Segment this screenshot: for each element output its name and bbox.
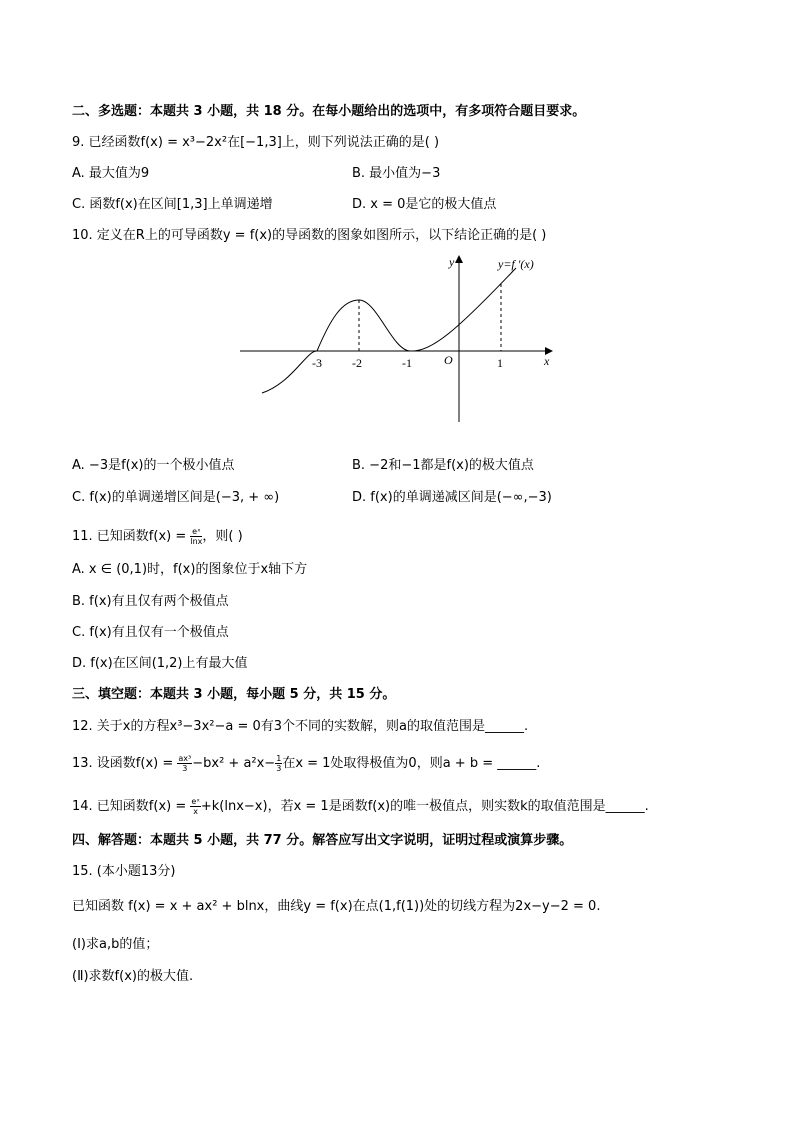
q13-fraction-2-numerator: 1 [276, 754, 282, 763]
origin-label: O [444, 353, 453, 367]
q11-option-d: D. f(x)在区间(1,2)上有最大值 [72, 656, 248, 671]
q10-option-c: C. f(x)的单调递增区间是(−3, + ∞) [72, 490, 280, 505]
q15-stem: 已知函数 f(x) = x + ax² + blnx，曲线y = f(x)在点(1,f(1))处的切线方程为2x−y−2 = 0. [72, 899, 601, 914]
q11-option-a: A. x ∈ (0,1)时，f(x)的图象位于x轴下方 [72, 562, 308, 577]
q9-option-a: A. 最大值为9 [72, 166, 150, 181]
tick-label-minus-3: -3 [312, 356, 322, 370]
q9-stem: 9. 已经函数f(x) = x³−2x²在[−1,3]上，则下列说法正确的是( ) [72, 135, 440, 150]
q14-fraction [190, 797, 200, 816]
q15-part-2: (Ⅱ)求数f(x)的极大值. [72, 969, 194, 984]
q11-stem-suffix: ，则( ) [202, 529, 243, 544]
q14-fraction-numerator: eˣ [191, 797, 200, 806]
q10-option-b: B. −2和−1都是f(x)的极大值点 [352, 458, 534, 473]
section-3-heading: 三、填空题：本题共 3 小题，每小题 5 分，共 15 分。 [72, 687, 396, 702]
q13-fraction-1-numerator: ax³ [178, 754, 192, 763]
q11-fraction-numerator: eˣ [192, 527, 201, 536]
q9-option-c: C. 函数f(x)在区间[1,3]上单调递增 [72, 197, 273, 212]
tick-label-1: 1 [497, 356, 503, 370]
q13-prefix: 13. 设函数f(x) = [72, 756, 178, 771]
x-axis-label: x [544, 354, 550, 368]
q11-stem-prefix: 11. 已知函数f(x) = [72, 529, 191, 544]
q15-part-1: (Ⅰ)求a,b的值； [72, 937, 159, 952]
q13-text [72, 754, 540, 773]
y-axis-label: y [449, 255, 455, 269]
q10-stem: 10. 定义在R上的可导函数y = f(x)的导函数的图象如图所示，以下结论正确的是( ) [72, 228, 547, 243]
derivative-curve [262, 268, 516, 393]
q14-fraction-denominator: x [193, 807, 198, 816]
q11-option-c: C. f(x)有且仅有一个极值点 [72, 625, 229, 640]
tick-label-minus-1: -1 [402, 356, 412, 370]
q14-suffix: +k(lnx−x)，若x = 1是函数f(x)的唯一极值点，则实数k的取值范围是______. [200, 799, 649, 814]
q9-option-b: B. 最小值为−3 [352, 166, 441, 181]
q10-option-d: D. f(x)的单调递减区间是(−∞,−3) [352, 490, 552, 505]
section-4-heading: 四、解答题：本题共 5 小题，共 77 分。解答应写出文字说明，证明过程或演算步骤。 [72, 833, 573, 848]
q11-fraction-denominator: lnx [190, 537, 203, 546]
q9-option-d: D. x = 0是它的极大值点 [352, 197, 497, 212]
q13-middle: −bx² + a²x− [192, 756, 276, 771]
tick-label-minus-2: -2 [352, 356, 362, 370]
q13-fraction-2-denominator: 3 [276, 764, 282, 773]
section-2-heading: 二、多选题：本题共 3 小题，共 18 分。在每小题给出的选项中，有多项符合题目要求。 [72, 104, 586, 119]
q10-option-a: A. −3是f(x)的一个极小值点 [72, 458, 235, 473]
q11-option-b: B. f(x)有且仅有两个极值点 [72, 594, 229, 609]
q11-stem [72, 527, 243, 546]
q14-text [72, 797, 649, 816]
q13-fraction-1 [177, 754, 192, 773]
q12-text: 12. 关于x的方程x³−3x²−a = 0有3个不同的实数解，则a的取值范围是______. [72, 719, 529, 734]
q14-prefix: 14. 已知函数f(x) = [72, 799, 191, 814]
q13-fraction-1-denominator: 3 [182, 764, 188, 773]
curve-label: y=f ′(x) [498, 257, 534, 271]
q11-fraction [190, 527, 202, 546]
q10-derivative-graph [232, 250, 562, 428]
q13-suffix: 在x = 1处取得极值为0，则a + b = ______. [282, 756, 541, 771]
q15-title: 15. (本小题13分) [72, 864, 176, 879]
